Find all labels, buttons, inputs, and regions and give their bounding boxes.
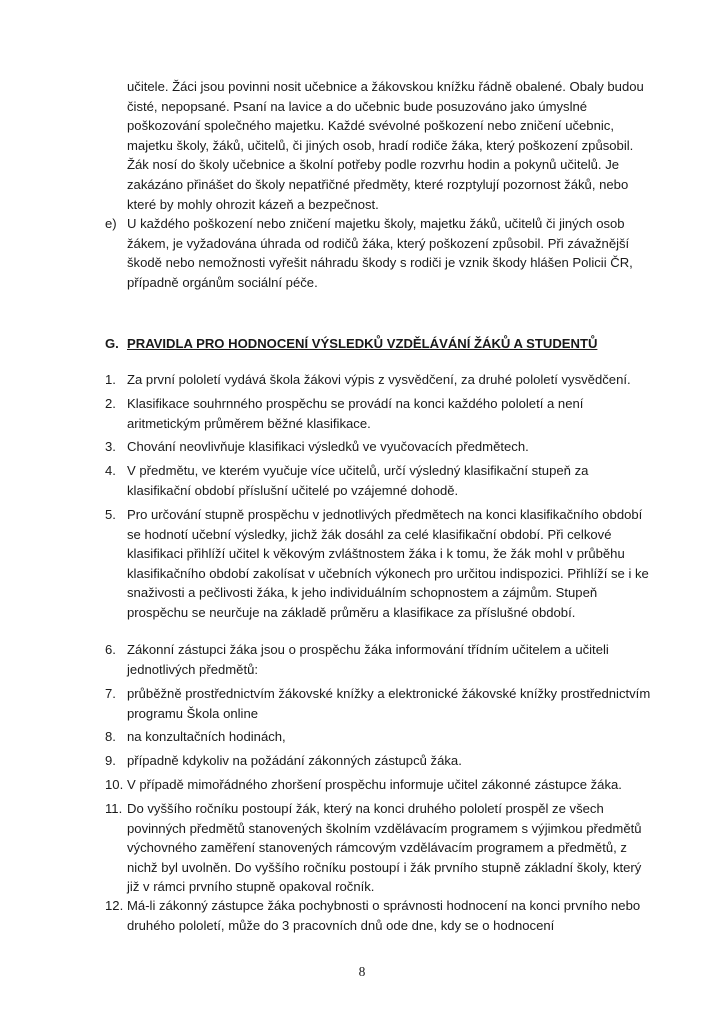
list-item-text: V předmětu, ve kterém vyučuje více učitelů, určí výsledný klasifikační stupeň za klasifikační období příslušní učitelé po vzájemné dohodě. <box>127 463 589 498</box>
list-marker: e) <box>105 216 117 231</box>
list-item-text: případně kdykoliv na požádání zákonných zástupců žáka. <box>127 753 462 768</box>
list-number: 3. <box>105 439 116 454</box>
section-letter: G. <box>105 336 119 351</box>
list-item-text: U každého poškození nebo zničení majetku školy, majetku žáků, učitelů či jiných osob žákem, je vyžadována úhrada od rodičů žáka, který poškození způsobil. Při závažnější škodě nebo nemožnosti vyřešit náhradu škody s rodiči je vznik škody hlášen Policii ČR, případně orgánům sociální péče. <box>127 216 633 290</box>
list-item-text: Chování neovlivňuje klasifikaci výsledků ve vyučovacích předmětech. <box>127 439 529 454</box>
list-number: 9. <box>105 753 116 768</box>
list-item-text: Za první pololetí vydává škola žákovi výpis z vysvědčení, za druhé pololetí vysvědčení. <box>127 372 631 387</box>
list-number: 12. <box>105 898 124 913</box>
list-number: 11. <box>105 801 123 816</box>
list-number: 5. <box>105 507 116 522</box>
list-item-text: Klasifikace souhrnného prospěchu se provádí na konci každého pololetí a není aritmetickým průměrem běžné klasifikace. <box>127 396 584 431</box>
list-item-text: na konzultačních hodinách, <box>127 729 286 744</box>
page-number: 8 <box>358 964 366 979</box>
list-number: 8. <box>105 729 116 744</box>
continuation-paragraph: učitele. Žáci jsou povinni nosit učebnice a žákovskou knížku řádně obalené. Obaly budou čisté, nepopsané. Psaní na lavice a do učebnic bude posuzováno jako úmyslné poškozování společného majetku. Každé svévolné poškození nebo zničení učebnic, majetku školy, žáků, učitelů, či jiných osob, hradí rodiče žáka, který poškození způsobil. Žák nosí do školy učebnice a školní potřeby podle rozvrhu hodin a pokynů učitelů. Je zakázáno přinášet do školy nepatřičné předměty, které rozptylují pozornost žáků, nebo které by mohly ohrozit kázeň a bezpečnost. <box>127 79 644 212</box>
list-item-text: Do vyššího ročníku postoupí žák, který na konci druhého pololetí prospěl ze všech povinných předmětů stanovených školním vzdělávacím programem s výjimkou předmětů výchovného zaměření stanovených rámcovým vzdělávacím programem a předmětů, z nichž byl uvolněn. Do vyššího ročníku postoupí i žák prvního stupně základní školy, který již v rámci prvního stupně opakoval ročník. <box>127 801 642 895</box>
list-number: 2. <box>105 396 116 411</box>
list-item-text: Pro určování stupně prospěchu v jednotlivých předmětech na konci klasifikačního období se hodnotí učební výsledky, jichž žák dosáhl za celé klasifikační období. Při celkové klasifikaci přihlíží učitel k věkovým zvláštnostem žáka i k tomu, že žák mohl v průběhu klasifikačního období zakolísat v učebních výkonech pro určitou indispozici. Přihlíží se i ke snaživosti a pečlivosti žáka, k jeho individuálním schopnostem a zájmům. Stupeň prospěchu se neurčuje na základě průměru a klasifikace za příslušné období. <box>127 507 649 620</box>
list-item-text: průběžně prostřednictvím žákovské knížky a elektronické žákovské knížky prostřednictvím programu Škola online <box>127 686 651 721</box>
list-number: 1. <box>105 372 116 387</box>
list-number: 4. <box>105 463 116 478</box>
list-item-text: Zákonní zástupci žáka jsou o prospěchu žáka informování třídním učitelem a učiteli jednotlivých předmětů: <box>127 642 609 677</box>
list-number: 7. <box>105 686 116 701</box>
section-title: PRAVIDLA PRO HODNOCENÍ VÝSLEDKŮ VZDĚLÁVÁNÍ ŽÁKŮ A STUDENTŮ <box>127 336 598 351</box>
list-item-text: Má-li zákonný zástupce žáka pochybnosti o správnosti hodnocení na konci prvního nebo druhého pololetí, může do 3 pracovních dnů ode dne, kdy se o hodnocení <box>127 898 641 933</box>
list-number: 6. <box>105 642 116 657</box>
list-number: 10. <box>105 777 124 792</box>
list-item-text: V případě mimořádného zhoršení prospěchu informuje učitel zákonné zástupce žáka. <box>127 777 622 792</box>
